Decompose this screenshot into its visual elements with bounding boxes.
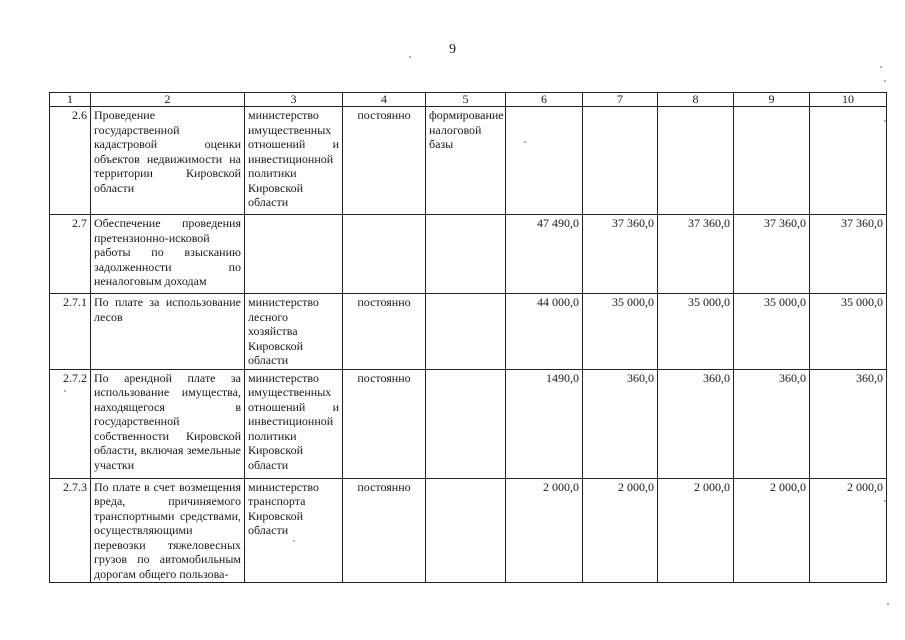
row-value-6: 2 000,0 <box>506 478 583 583</box>
column-header: 8 <box>658 93 734 107</box>
row-value-8 <box>658 107 734 215</box>
row-number: 2.7.1 <box>50 294 91 370</box>
row-value-8: 360,0 <box>658 369 734 478</box>
table-row <box>50 107 887 215</box>
row-executor: министерство транспорта Кировской области <box>245 478 343 583</box>
row-value-9 <box>734 107 810 215</box>
table-row <box>50 215 887 294</box>
row-value-10 <box>810 107 887 215</box>
row-value-8: 37 360,0 <box>658 215 734 294</box>
row-number: 2.6 <box>50 107 91 215</box>
column-header: 6 <box>506 93 583 107</box>
row-executor <box>245 215 343 294</box>
row-term: постоянно <box>343 107 426 215</box>
row-number: 2.7.3 <box>50 478 91 583</box>
column-header: 3 <box>245 93 343 107</box>
scan-speck <box>409 56 411 58</box>
row-value-10: 37 360,0 <box>810 215 887 294</box>
row-result <box>426 478 506 583</box>
column-header: 9 <box>734 93 810 107</box>
row-value-7: 2 000,0 <box>583 478 658 583</box>
row-value-10: 2 000,0 <box>810 478 887 583</box>
row-name: Обеспечение проведения претензионно-исковой работы по взысканию задолженности по неналоговым доходам <box>91 215 245 294</box>
row-value-7: 360,0 <box>583 369 658 478</box>
column-header: 1 <box>50 93 91 107</box>
table-row <box>50 478 887 583</box>
row-value-8: 35 000,0 <box>658 294 734 370</box>
row-value-7 <box>583 107 658 215</box>
row-value-6: 47 490,0 <box>506 215 583 294</box>
row-result <box>426 369 506 478</box>
scan-speck <box>887 603 889 605</box>
row-name: По арендной плате за использование имущества, находящегося в государственной собственности Кировской области, включая земельные участки <box>91 369 245 478</box>
row-value-10: 35 000,0 <box>810 294 887 370</box>
scan-speck <box>293 540 295 542</box>
row-value-8: 2 000,0 <box>658 478 734 583</box>
row-value-9: 35 000,0 <box>734 294 810 370</box>
row-value-9: 2 000,0 <box>734 478 810 583</box>
row-term: постоянно <box>343 294 426 370</box>
row-executor: министерство имущественных отношений и инвестиционной политики Кировской области <box>245 107 343 215</box>
row-name: Проведение государственной кадастровой оценки объектов недвижимости на территории Кировской области <box>91 107 245 215</box>
row-term: постоянно <box>343 478 426 583</box>
row-term <box>343 215 426 294</box>
row-value-9: 360,0 <box>734 369 810 478</box>
scan-speck <box>64 390 66 392</box>
row-result <box>426 294 506 370</box>
scan-speck <box>524 141 526 143</box>
row-executor: министерство лесного хозяйства Кировской области <box>245 294 343 370</box>
row-value-6: 44 000,0 <box>506 294 583 370</box>
column-header: 10 <box>810 93 887 107</box>
row-term: постоянно <box>343 369 426 478</box>
row-name: По плате за использование лесов <box>91 294 245 370</box>
table-header-row <box>50 93 887 107</box>
column-header: 2 <box>91 93 245 107</box>
row-result <box>426 215 506 294</box>
column-header: 7 <box>583 93 658 107</box>
row-value-6: 1490,0 <box>506 369 583 478</box>
row-number: 2.7 <box>50 215 91 294</box>
row-number: 2.7.2 <box>50 369 91 478</box>
scan-speck <box>884 120 886 122</box>
row-executor: министерство имущественных отношений и инвестиционной политики Кировской области <box>245 369 343 478</box>
table-row <box>50 294 887 370</box>
row-value-7: 37 360,0 <box>583 215 658 294</box>
page-number: 9 <box>449 42 456 57</box>
row-value-7: 35 000,0 <box>583 294 658 370</box>
scan-speck <box>884 500 886 502</box>
row-value-9: 37 360,0 <box>734 215 810 294</box>
row-result: формирование налоговой базы <box>426 107 506 215</box>
row-value-10: 360,0 <box>810 369 887 478</box>
scan-speck <box>880 66 882 68</box>
table-row <box>50 369 887 478</box>
row-value-6 <box>506 107 583 215</box>
row-name: По плате в счет возмещения вреда, причиняемого транспортными средствами, осуществляющими перевозки тяжеловесных грузов по автомобильным дорогам общего пользова- <box>91 478 245 583</box>
column-header: 5 <box>426 93 506 107</box>
plan-table <box>49 92 887 583</box>
column-header: 4 <box>343 93 426 107</box>
scan-speck <box>884 80 886 82</box>
